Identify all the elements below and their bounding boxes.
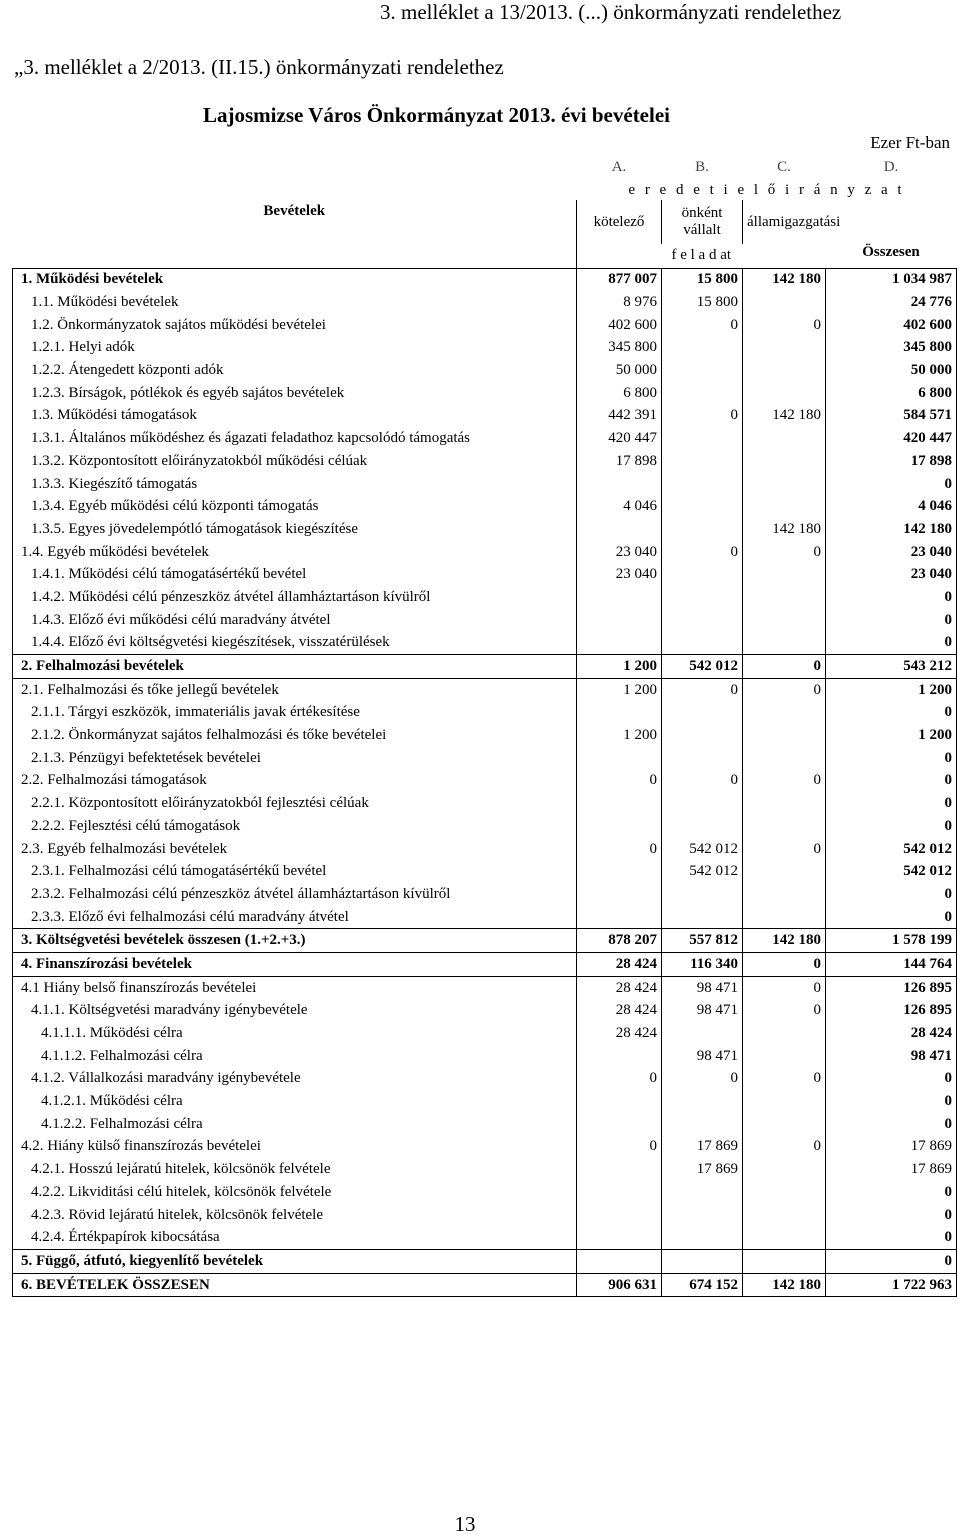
row-label: 4. Finanszírozási bevételek: [13, 953, 577, 977]
state-admin-value: [743, 792, 826, 815]
state-admin-value: [743, 815, 826, 838]
voluntary-value: 542 012: [662, 838, 743, 861]
mandatory-value: [577, 883, 662, 906]
mandatory-value: 28 424: [577, 1000, 662, 1023]
total-value: 0: [826, 770, 957, 793]
voluntary-value: 116 340: [662, 953, 743, 977]
total-value: 0: [826, 883, 957, 906]
table-row: [13, 1090, 957, 1113]
total-value: 23 040: [826, 541, 957, 564]
row-label: 3. Költségvetési bevételek összesen (1.+2.+3.): [13, 929, 577, 953]
state-admin-column-header: államigazgatási: [743, 200, 826, 244]
column-letter-b: B.: [695, 158, 709, 175]
mandatory-value: [577, 473, 662, 496]
table-row: [13, 1226, 957, 1249]
total-value: 126 895: [826, 976, 957, 999]
mandatory-value: 4 046: [577, 495, 662, 518]
state-admin-value: 142 180: [743, 1273, 826, 1297]
state-admin-value: 0: [743, 1136, 826, 1159]
state-admin-value: 0: [743, 976, 826, 999]
voluntary-value: [662, 1181, 743, 1204]
row-label: 1.3.5. Egyes jövedelempótló támogatások kiegészítése: [13, 518, 577, 541]
voluntary-value: [662, 609, 743, 632]
table-row: [13, 586, 957, 609]
row-label: 4.1.2. Vállalkozási maradvány igénybevétele: [13, 1068, 577, 1091]
mandatory-value: 1 200: [577, 724, 662, 747]
table-row: [13, 815, 957, 838]
table-row: [13, 609, 957, 632]
table-row: [13, 405, 957, 428]
total-value: 420 447: [826, 427, 957, 450]
table-row: [13, 929, 957, 953]
voluntary-value: 17 869: [662, 1136, 743, 1159]
table-row: [13, 382, 957, 405]
table-row: [13, 450, 957, 473]
row-label: 1.3.4. Egyéb működési célú központi támogatás: [13, 495, 577, 518]
voluntary-value: [662, 906, 743, 929]
total-value: 17 869: [826, 1136, 957, 1159]
voluntary-value: [662, 1090, 743, 1113]
state-admin-value: [743, 1045, 826, 1068]
state-admin-value: [743, 563, 826, 586]
state-admin-value: 142 180: [743, 518, 826, 541]
mandatory-value: [577, 702, 662, 725]
total-column-header: Összesen: [862, 243, 920, 260]
mandatory-column-header: kötelező: [577, 200, 662, 244]
row-label: 6. BEVÉTELEK ÖSSZESEN: [13, 1273, 577, 1297]
page-title: Lajosmizse Város Önkormányzat 2013. évi bevételei: [203, 103, 670, 127]
state-admin-value: [743, 609, 826, 632]
table-row: [13, 359, 957, 382]
voluntary-value: [662, 747, 743, 770]
state-admin-value: [743, 382, 826, 405]
total-value: 0: [826, 1250, 957, 1274]
voluntary-value: 98 471: [662, 1000, 743, 1023]
total-value: 17 898: [826, 450, 957, 473]
total-value: 0: [826, 1090, 957, 1113]
mandatory-value: [577, 586, 662, 609]
mandatory-value: [577, 632, 662, 655]
voluntary-value: [662, 473, 743, 496]
table-row: [13, 563, 957, 586]
row-label: 2.1. Felhalmozási és tőke jellegű bevételek: [13, 678, 577, 701]
total-value: 0: [826, 1068, 957, 1091]
voluntary-value: 15 800: [662, 268, 743, 291]
state-admin-value: [743, 860, 826, 883]
voluntary-value: 0: [662, 541, 743, 564]
row-label: 2.2.2. Fejlesztési célú támogatások: [13, 815, 577, 838]
total-value: 126 895: [826, 1000, 957, 1023]
voluntary-value: 15 800: [662, 291, 743, 314]
row-label: 2. Felhalmozási bevételek: [13, 655, 577, 679]
total-value: 0: [826, 473, 957, 496]
row-label: 2.1.3. Pénzügyi befektetések bevételei: [13, 747, 577, 770]
row-label: 1.4. Egyéb működési bevételek: [13, 541, 577, 564]
voluntary-value: [662, 632, 743, 655]
table-body: [13, 268, 957, 1297]
state-admin-value: [743, 1226, 826, 1249]
voluntary-value: [662, 1113, 743, 1136]
row-label: 2.3.3. Előző évi felhalmozási célú maradvány átvétel: [13, 906, 577, 929]
state-admin-value: [743, 883, 826, 906]
voluntary-value: 98 471: [662, 1045, 743, 1068]
table-row: [13, 1273, 957, 1297]
mandatory-value: 28 424: [577, 953, 662, 977]
state-admin-value: 0: [743, 541, 826, 564]
table-row: [13, 1158, 957, 1181]
voluntary-value: [662, 337, 743, 360]
voluntary-value: [662, 1022, 743, 1045]
voluntary-value: [662, 1226, 743, 1249]
voluntary-value: [662, 563, 743, 586]
voluntary-value: [662, 450, 743, 473]
mandatory-value: [577, 1113, 662, 1136]
table-row: [13, 495, 957, 518]
row-label: 2.3.1. Felhalmozási célú támogatásértékű bevétel: [13, 860, 577, 883]
state-admin-value: 142 180: [743, 929, 826, 953]
table-row: [13, 906, 957, 929]
table-row: [13, 678, 957, 701]
row-label: 1.3. Működési támogatások: [13, 405, 577, 428]
state-admin-value: [743, 632, 826, 655]
row-label: 1.3.1. Általános működéshez és ágazati feladathoz kapcsolódó támogatás: [13, 427, 577, 450]
total-value: 0: [826, 815, 957, 838]
total-value: 28 424: [826, 1022, 957, 1045]
voluntary-value: [662, 792, 743, 815]
total-value: 0: [826, 1204, 957, 1227]
total-value: 98 471: [826, 1045, 957, 1068]
mandatory-value: [577, 1250, 662, 1274]
total-value: 24 776: [826, 291, 957, 314]
state-admin-value: [743, 1090, 826, 1113]
table-row: [13, 337, 957, 360]
total-value: 50 000: [826, 359, 957, 382]
table-row: [13, 1022, 957, 1045]
mandatory-value: [577, 1226, 662, 1249]
mandatory-value: [577, 815, 662, 838]
total-value: 17 869: [826, 1158, 957, 1181]
voluntary-value: 542 012: [662, 655, 743, 679]
mandatory-value: 0: [577, 770, 662, 793]
mandatory-value: 0: [577, 1068, 662, 1091]
voluntary-value: 0: [662, 405, 743, 428]
table-row: [13, 655, 957, 679]
voluntary-value: 557 812: [662, 929, 743, 953]
table-row: [13, 747, 957, 770]
table-row: [13, 976, 957, 999]
total-value: 345 800: [826, 337, 957, 360]
row-label: 4.1.2.1. Működési célra: [13, 1090, 577, 1113]
total-value: 543 212: [826, 655, 957, 679]
row-label: 1.3.2. Központosított előirányzatokból működési célúak: [13, 450, 577, 473]
table-row: [13, 518, 957, 541]
state-admin-value: 0: [743, 770, 826, 793]
state-admin-value: 142 180: [743, 268, 826, 291]
row-label: 4.2.1. Hosszú lejáratú hitelek, kölcsönök felvétele: [13, 1158, 577, 1181]
row-label: 2.2. Felhalmozási támogatások: [13, 770, 577, 793]
table-row: [13, 1250, 957, 1274]
voluntary-value: [662, 724, 743, 747]
mandatory-value: 50 000: [577, 359, 662, 382]
voluntary-value: [662, 586, 743, 609]
state-admin-value: [743, 724, 826, 747]
state-admin-value: [743, 495, 826, 518]
voluntary-value: 542 012: [662, 860, 743, 883]
table-row: [13, 314, 957, 337]
total-value: 0: [826, 747, 957, 770]
voluntary-value: [662, 702, 743, 725]
row-label: 1.2.1. Helyi adók: [13, 337, 577, 360]
total-value: 0: [826, 702, 957, 725]
row-label: 1.4.3. Előző évi működési célú maradvány átvétel: [13, 609, 577, 632]
mandatory-value: 28 424: [577, 976, 662, 999]
voluntary-value: 17 869: [662, 1158, 743, 1181]
row-label: 1.2.3. Bírságok, pótlékok és egyéb sajátos bevételek: [13, 382, 577, 405]
voluntary-value: 0: [662, 314, 743, 337]
row-label: 1.2.2. Átengedett központi adók: [13, 359, 577, 382]
annex-reference-current: 3. melléklet a 13/2013. (...) önkormányzati rendelethez: [380, 0, 842, 24]
state-admin-value: [743, 906, 826, 929]
state-admin-value: [743, 1113, 826, 1136]
state-admin-value: 0: [743, 678, 826, 701]
total-value: 1 578 199: [826, 929, 957, 953]
revenue-column-header: Bevételek: [263, 203, 326, 219]
state-admin-value: [743, 359, 826, 382]
total-value: 584 571: [826, 405, 957, 428]
total-value: 1 200: [826, 724, 957, 747]
row-label: 1.4.2. Működési célú pénzeszköz átvétel államháztartáson kívülről: [13, 586, 577, 609]
table-row: [13, 1181, 957, 1204]
row-label: 5. Függő, átfutó, kiegyenlítő bevételek: [13, 1250, 577, 1274]
mandatory-value: 1 200: [577, 655, 662, 679]
mandatory-value: [577, 1204, 662, 1227]
row-label: 2.1.2. Önkormányzat sajátos felhalmozási és tőke bevételei: [13, 724, 577, 747]
revenue-table: [12, 154, 957, 1297]
state-admin-value: 0: [743, 655, 826, 679]
mandatory-value: [577, 747, 662, 770]
mandatory-value: 1 200: [577, 678, 662, 701]
total-value: 0: [826, 792, 957, 815]
state-admin-value: [743, 291, 826, 314]
voluntary-value: 674 152: [662, 1273, 743, 1297]
annex-reference-original: „3. melléklet a 2/2013. (II.15.) önkormányzati rendelethez: [14, 55, 504, 79]
row-label: 4.1.1.1. Működési célra: [13, 1022, 577, 1045]
mandatory-value: [577, 1090, 662, 1113]
table-row: [13, 953, 957, 977]
table-row: [13, 1136, 957, 1159]
total-value: 6 800: [826, 382, 957, 405]
row-label: 4.2. Hiány külső finanszírozás bevételei: [13, 1136, 577, 1159]
state-admin-value: 0: [743, 953, 826, 977]
table-row: [13, 702, 957, 725]
state-admin-value: [743, 1204, 826, 1227]
state-admin-value: [743, 1158, 826, 1181]
table-header: [13, 154, 957, 268]
state-admin-value: 0: [743, 314, 826, 337]
state-admin-value: [743, 1022, 826, 1045]
total-value: 142 180: [826, 518, 957, 541]
voluntary-value: [662, 815, 743, 838]
voluntary-value: [662, 518, 743, 541]
mandatory-value: 0: [577, 1136, 662, 1159]
total-value: 542 012: [826, 838, 957, 861]
mandatory-value: [577, 1181, 662, 1204]
voluntary-value: [662, 427, 743, 450]
column-letter-a: A.: [611, 158, 627, 175]
state-admin-value: [743, 337, 826, 360]
column-letter-d: D.: [883, 158, 899, 175]
mandatory-value: [577, 860, 662, 883]
total-value: 0: [826, 609, 957, 632]
table-row: [13, 1204, 957, 1227]
table-row: [13, 1000, 957, 1023]
voluntary-value: 0: [662, 1068, 743, 1091]
state-admin-value: [743, 427, 826, 450]
state-admin-value: [743, 473, 826, 496]
mandatory-value: 6 800: [577, 382, 662, 405]
row-label: 2.1.1. Tárgyi eszközök, immateriális javak értékesítése: [13, 702, 577, 725]
table-row: [13, 473, 957, 496]
row-label: 1.4.1. Működési célú támogatásértékű bevétel: [13, 563, 577, 586]
state-admin-value: [743, 1181, 826, 1204]
mandatory-value: 0: [577, 838, 662, 861]
total-value: 1 200: [826, 678, 957, 701]
table-row: [13, 541, 957, 564]
row-label: 4.1.2.2. Felhalmozási célra: [13, 1113, 577, 1136]
total-value: 0: [826, 632, 957, 655]
mandatory-value: 23 040: [577, 541, 662, 564]
voluntary-value: [662, 1250, 743, 1274]
mandatory-value: 345 800: [577, 337, 662, 360]
mandatory-value: 877 007: [577, 268, 662, 291]
total-value: 0: [826, 906, 957, 929]
voluntary-value: [662, 495, 743, 518]
row-label: 1. Működési bevételek: [13, 268, 577, 291]
row-label: 4.1.1.2. Felhalmozási célra: [13, 1045, 577, 1068]
table-row: [13, 860, 957, 883]
table-row: [13, 883, 957, 906]
voluntary-value: [662, 382, 743, 405]
table-row: [13, 1113, 957, 1136]
mandatory-value: [577, 792, 662, 815]
mandatory-value: [577, 609, 662, 632]
row-label: 1.3.3. Kiegészítő támogatás: [13, 473, 577, 496]
total-value: 1 722 963: [826, 1273, 957, 1297]
voluntary-value: [662, 359, 743, 382]
voluntary-value: 98 471: [662, 976, 743, 999]
state-admin-value: [743, 450, 826, 473]
row-label: 2.2.1. Központosított előirányzatokból fejlesztési célúak: [13, 792, 577, 815]
voluntary-value: 0: [662, 770, 743, 793]
row-label: 4.2.2. Likviditási célú hitelek, kölcsönök felvétele: [13, 1181, 577, 1204]
row-label: 4.1.1. Költségvetési maradvány igénybevétele: [13, 1000, 577, 1023]
state-admin-value: 0: [743, 1068, 826, 1091]
state-admin-value: 0: [743, 1000, 826, 1023]
mandatory-value: 420 447: [577, 427, 662, 450]
table-row: [13, 838, 957, 861]
mandatory-value: 402 600: [577, 314, 662, 337]
page-number: 13: [454, 1512, 476, 1536]
state-admin-value: 142 180: [743, 405, 826, 428]
state-admin-value: 0: [743, 838, 826, 861]
table-row: [13, 1068, 957, 1091]
table-row: [13, 427, 957, 450]
mandatory-value: 23 040: [577, 563, 662, 586]
mandatory-value: 442 391: [577, 405, 662, 428]
task-header: f e l a d at: [577, 244, 826, 268]
original-appropriation-header: e r e d e t i e l ő i r á n y z a t: [628, 181, 905, 198]
voluntary-column-header: önként vállalt: [662, 200, 743, 244]
mandatory-value: 878 207: [577, 929, 662, 953]
total-value: 0: [826, 586, 957, 609]
voluntary-value: [662, 883, 743, 906]
row-label: 4.2.3. Rövid lejáratú hitelek, kölcsönök felvétele: [13, 1204, 577, 1227]
total-value: 4 046: [826, 495, 957, 518]
total-value: 0: [826, 1113, 957, 1136]
mandatory-value: [577, 1045, 662, 1068]
mandatory-value: [577, 906, 662, 929]
row-label: 1.1. Működési bevételek: [13, 291, 577, 314]
mandatory-value: 28 424: [577, 1022, 662, 1045]
total-value: 23 040: [826, 563, 957, 586]
row-label: 2.3. Egyéb felhalmozási bevételek: [13, 838, 577, 861]
state-admin-value: [743, 1250, 826, 1274]
mandatory-value: 17 898: [577, 450, 662, 473]
table-row: [13, 770, 957, 793]
mandatory-value: [577, 518, 662, 541]
total-value: 542 012: [826, 860, 957, 883]
row-label: 4.2.4. Értékpapírok kibocsátása: [13, 1226, 577, 1249]
table-row: [13, 792, 957, 815]
table-row: [13, 724, 957, 747]
row-label: 1.4.4. Előző évi költségvetési kiegészítések, visszatérülések: [13, 632, 577, 655]
total-value: 1 034 987: [826, 268, 957, 291]
total-value: 0: [826, 1226, 957, 1249]
state-admin-value: [743, 747, 826, 770]
table-row: [13, 1045, 957, 1068]
total-value: 402 600: [826, 314, 957, 337]
voluntary-value: [662, 1204, 743, 1227]
row-label: 1.2. Önkormányzatok sajátos működési bevételei: [13, 314, 577, 337]
table-row: [13, 268, 957, 291]
mandatory-value: 8 976: [577, 291, 662, 314]
state-admin-value: [743, 586, 826, 609]
state-admin-value: [743, 702, 826, 725]
row-label: 2.3.2. Felhalmozási célú pénzeszköz átvétel államháztartáson kívülről: [13, 883, 577, 906]
mandatory-value: 906 631: [577, 1273, 662, 1297]
column-letter-c: C.: [777, 158, 791, 175]
total-value: 144 764: [826, 953, 957, 977]
total-value: 0: [826, 1181, 957, 1204]
table-row: [13, 632, 957, 655]
row-label: 4.1 Hiány belső finanszírozás bevételei: [13, 976, 577, 999]
table-row: [13, 291, 957, 314]
voluntary-value: 0: [662, 678, 743, 701]
currency-unit: Ezer Ft-ban: [870, 133, 950, 152]
mandatory-value: [577, 1158, 662, 1181]
